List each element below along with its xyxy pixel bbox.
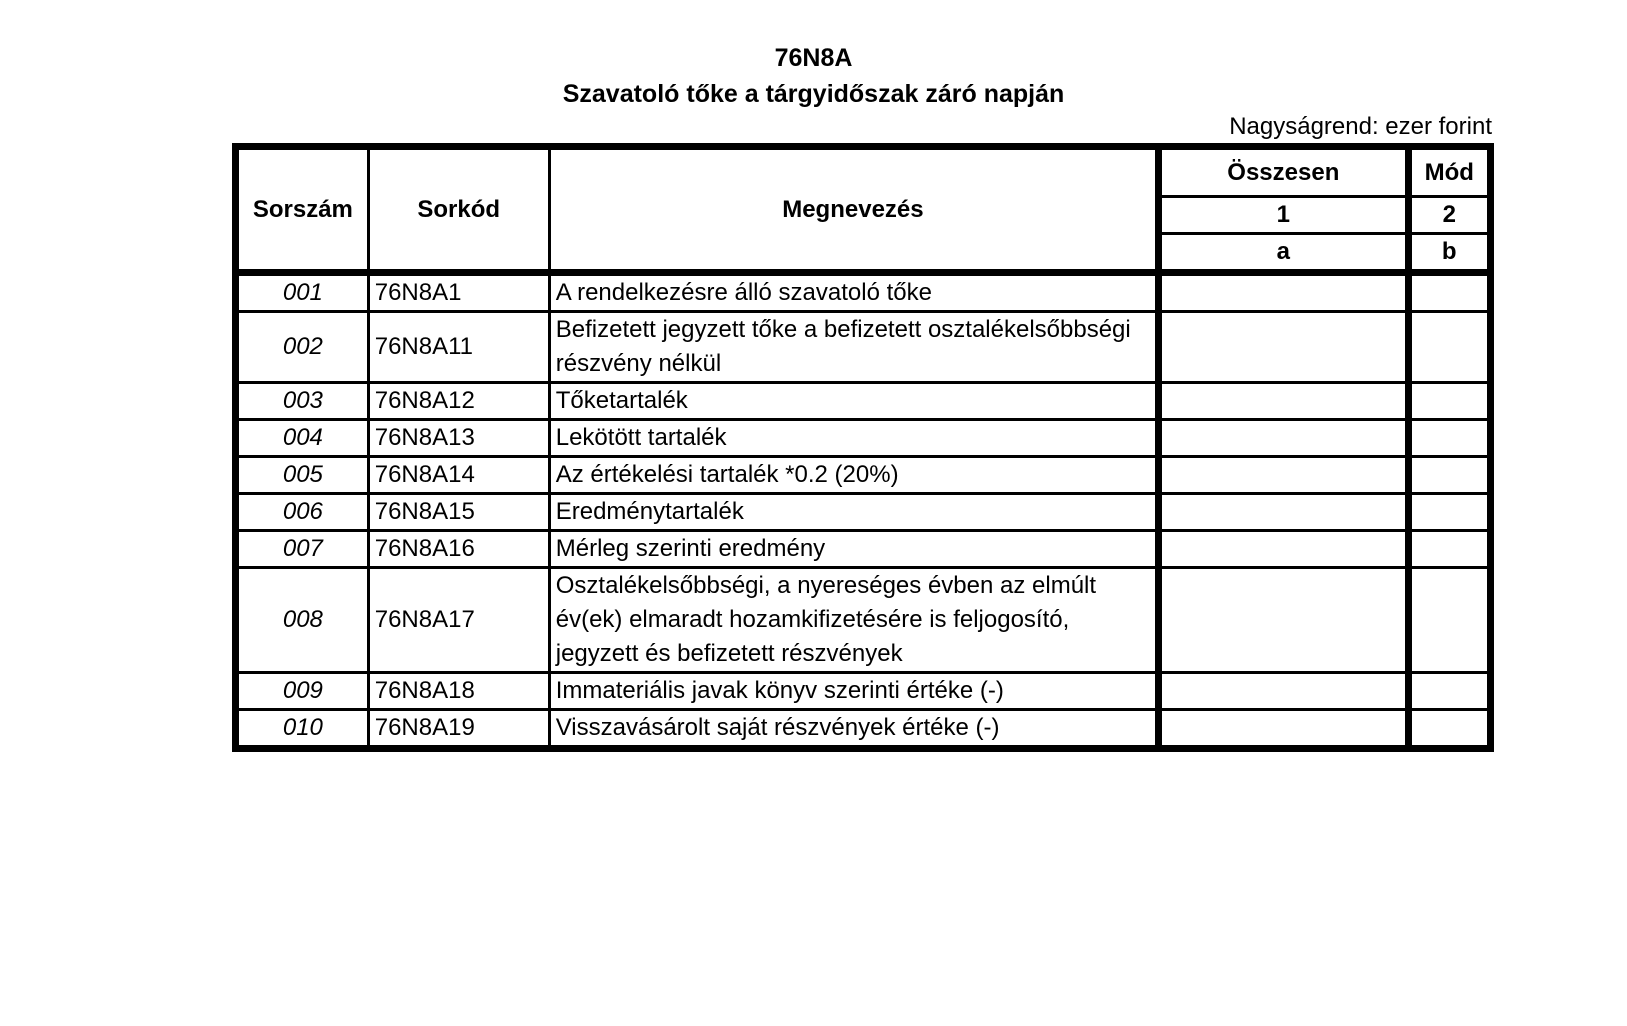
row-number: 001 <box>236 273 369 312</box>
form-table <box>232 143 1494 752</box>
row-osszesen-cell[interactable] <box>1159 494 1408 531</box>
row-mod-cell[interactable] <box>1408 383 1490 420</box>
unit-label: Nagyságrend: ezer forint <box>1229 113 1492 140</box>
row-number: 003 <box>236 383 369 420</box>
row-name: Immateriális javak könyv szerinti értéke (-) <box>549 673 1158 710</box>
table-row <box>236 383 1491 420</box>
row-code: 76N8A19 <box>368 710 549 749</box>
header-megnevezes: Megnevezés <box>549 147 1158 273</box>
row-number: 005 <box>236 457 369 494</box>
row-number: 002 <box>236 312 369 383</box>
row-number: 008 <box>236 568 369 673</box>
row-osszesen-cell[interactable] <box>1159 457 1408 494</box>
row-code: 76N8A14 <box>368 457 549 494</box>
table-row <box>236 273 1491 312</box>
row-name: Az értékelési tartalék *0.2 (20%) <box>549 457 1158 494</box>
row-osszesen-cell[interactable] <box>1159 531 1408 568</box>
row-number: 006 <box>236 494 369 531</box>
row-code: 76N8A1 <box>368 273 549 312</box>
row-name: Mérleg szerinti eredmény <box>549 531 1158 568</box>
row-name: Eredménytartalék <box>549 494 1158 531</box>
row-mod-cell[interactable] <box>1408 710 1490 749</box>
row-name: Tőketartalék <box>549 383 1158 420</box>
row-mod-cell[interactable] <box>1408 531 1490 568</box>
form-code: 76N8A <box>774 44 853 72</box>
row-code: 76N8A17 <box>368 568 549 673</box>
table-row <box>236 457 1491 494</box>
header-letter-a: a <box>1159 234 1408 273</box>
row-name: Osztalékelsőbbségi, a nyereséges évben az elmúlt év(ek) elmaradt hozamkifizetésére is feljogosító, jegyzett és befizetett részvények <box>549 568 1158 673</box>
row-osszesen-cell[interactable] <box>1159 312 1408 383</box>
row-mod-cell[interactable] <box>1408 457 1490 494</box>
row-number: 004 <box>236 420 369 457</box>
row-code: 76N8A15 <box>368 494 549 531</box>
header-mod: Mód <box>1408 147 1490 197</box>
table-row <box>236 420 1491 457</box>
header-letter-b: b <box>1408 234 1490 273</box>
row-osszesen-cell[interactable] <box>1159 420 1408 457</box>
header-osszesen: Összesen <box>1159 147 1408 197</box>
header-num-1: 1 <box>1159 197 1408 234</box>
row-name: Lekötött tartalék <box>549 420 1158 457</box>
row-osszesen-cell[interactable] <box>1159 673 1408 710</box>
table-row <box>236 710 1491 749</box>
row-mod-cell[interactable] <box>1408 273 1490 312</box>
row-mod-cell[interactable] <box>1408 312 1490 383</box>
row-mod-cell[interactable] <box>1408 420 1490 457</box>
row-mod-cell[interactable] <box>1408 568 1490 673</box>
row-code: 76N8A18 <box>368 673 549 710</box>
row-mod-cell[interactable] <box>1408 494 1490 531</box>
row-name: Befizetett jegyzett tőke a befizetett osztalékelsőbbségi részvény nélkül <box>549 312 1158 383</box>
header-num-2: 2 <box>1408 197 1490 234</box>
row-code: 76N8A16 <box>368 531 549 568</box>
row-osszesen-cell[interactable] <box>1159 273 1408 312</box>
row-osszesen-cell[interactable] <box>1159 568 1408 673</box>
row-osszesen-cell[interactable] <box>1159 383 1408 420</box>
table-row <box>236 312 1491 383</box>
table-row <box>236 673 1491 710</box>
table-row <box>236 531 1491 568</box>
row-osszesen-cell[interactable] <box>1159 710 1408 749</box>
row-name: A rendelkezésre álló szavatoló tőke <box>549 273 1158 312</box>
row-code: 76N8A12 <box>368 383 549 420</box>
row-code: 76N8A13 <box>368 420 549 457</box>
row-number: 009 <box>236 673 369 710</box>
row-name: Visszavásárolt saját részvények értéke (-) <box>549 710 1158 749</box>
table-row <box>236 494 1491 531</box>
row-number: 007 <box>236 531 369 568</box>
row-mod-cell[interactable] <box>1408 673 1490 710</box>
form-title: Szavatoló tőke a tárgyidőszak záró napján <box>562 80 1065 108</box>
table-row <box>236 568 1491 673</box>
header-sorszam: Sorszám <box>236 147 369 273</box>
header-sorkod: Sorkód <box>368 147 549 273</box>
row-code: 76N8A11 <box>368 312 549 383</box>
row-number: 010 <box>236 710 369 749</box>
